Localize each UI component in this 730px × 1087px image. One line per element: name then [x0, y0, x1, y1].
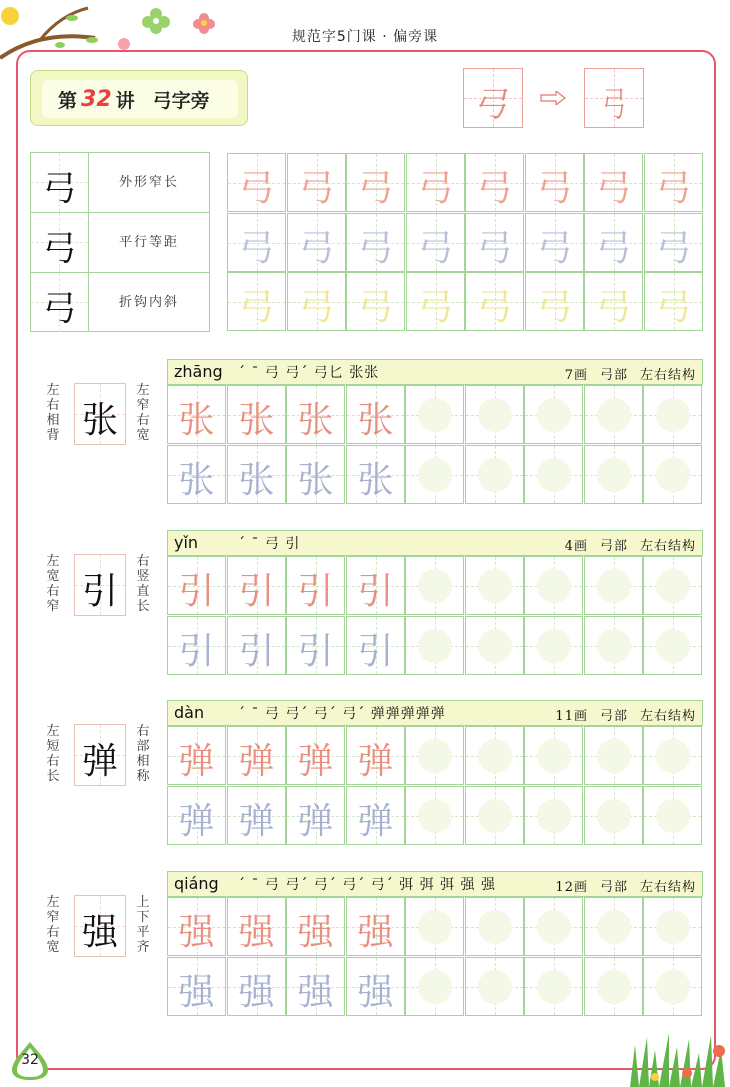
- radical-name: 弓部: [599, 368, 628, 383]
- structure-type: 左右结构: [639, 539, 696, 554]
- trace-char: 张: [357, 460, 394, 501]
- practice-grid-cell[interactable]: [584, 445, 643, 504]
- radical-name: 弓部: [599, 880, 628, 895]
- practice-grid-cell[interactable]: [584, 957, 643, 1016]
- radical-tip-row: [31, 153, 209, 213]
- stroke-count: 11画: [555, 709, 588, 724]
- stroke-count: 7画: [564, 368, 588, 383]
- grid-center-dot: [597, 458, 631, 492]
- grid-center-dot: [597, 910, 631, 944]
- practice-grid-cell[interactable]: [465, 213, 524, 272]
- trace-char: 强: [357, 972, 394, 1013]
- practice-grid-cell[interactable]: [227, 385, 286, 444]
- trace-char: 弹: [238, 741, 275, 782]
- grid-center-dot: [597, 970, 631, 1004]
- grid-center-dot: [597, 799, 631, 833]
- practice-grid-cell[interactable]: [346, 786, 405, 845]
- trace-char: 张: [238, 400, 275, 441]
- practice-grid-cell[interactable]: [584, 616, 643, 675]
- practice-grid-cell[interactable]: [286, 385, 345, 444]
- practice-grid-cell[interactable]: [227, 897, 286, 956]
- practice-grid-cell[interactable]: [167, 445, 226, 504]
- practice-grid-cell[interactable]: [643, 957, 702, 1016]
- practice-grid-cell[interactable]: [643, 556, 702, 615]
- practice-grid-cell[interactable]: [643, 726, 702, 785]
- lesson-prefix: 第: [58, 89, 78, 112]
- practice-grid-cell[interactable]: [227, 213, 286, 272]
- grid-center-dot: [537, 569, 571, 603]
- trace-char: 弹: [178, 801, 215, 842]
- practice-grid-cell[interactable]: [643, 445, 702, 504]
- practice-grid-cell[interactable]: [405, 445, 464, 504]
- practice-grid-cell[interactable]: [346, 897, 405, 956]
- practice-grid-cell[interactable]: [465, 957, 524, 1016]
- practice-grid-cell[interactable]: [346, 616, 405, 675]
- radical-tip-row: [31, 213, 209, 273]
- practice-grid-cell[interactable]: [465, 786, 524, 845]
- practice-grid-cell[interactable]: [524, 786, 583, 845]
- trace-char: 弓: [417, 168, 454, 209]
- practice-grid-cell[interactable]: [465, 556, 524, 615]
- practice-grid-cell[interactable]: [584, 556, 643, 615]
- practice-grid-cell[interactable]: [167, 385, 226, 444]
- practice-grid-cell[interactable]: [465, 153, 524, 212]
- practice-grid-cell[interactable]: [227, 153, 286, 212]
- trace-char: 弹: [357, 741, 394, 782]
- model-character-box: [74, 724, 126, 786]
- trace-char: 弓: [595, 168, 632, 209]
- lesson-title: [42, 80, 238, 118]
- structure-tip-right: 上 下 平 齐: [136, 895, 150, 955]
- practice-grid-cell[interactable]: [167, 726, 226, 785]
- practice-grid-cell[interactable]: [405, 726, 464, 785]
- trace-char: 弓: [298, 168, 335, 209]
- grid-center-dot: [478, 569, 512, 603]
- practice-grid-cell[interactable]: [286, 786, 345, 845]
- practice-grid-cell[interactable]: [525, 272, 584, 331]
- practice-grid-cell[interactable]: [644, 213, 703, 272]
- practice-grid-cell[interactable]: [524, 616, 583, 675]
- radical-char: 弓: [42, 169, 77, 209]
- stroke-order: ˊ ˉ 弓 引: [238, 536, 301, 552]
- practice-grid-cell[interactable]: [346, 726, 405, 785]
- radical-original-char: 弓: [471, 85, 514, 125]
- trace-char: 引: [297, 631, 334, 672]
- practice-grid-cell[interactable]: [525, 213, 584, 272]
- practice-grid-cell[interactable]: [405, 786, 464, 845]
- radical-tip-text: 平行等距: [118, 235, 179, 250]
- trace-char: 弹: [357, 801, 394, 842]
- practice-grid-cell[interactable]: [524, 957, 583, 1016]
- grid-center-dot: [478, 910, 512, 944]
- trace-char: 弹: [297, 801, 334, 842]
- practice-grid-cell[interactable]: [524, 726, 583, 785]
- practice-grid-cell[interactable]: [465, 897, 524, 956]
- trace-char: 强: [357, 912, 394, 953]
- practice-grid-cell[interactable]: [465, 616, 524, 675]
- trace-char: 弓: [655, 287, 692, 328]
- grid-center-dot: [478, 799, 512, 833]
- practice-grid-cell[interactable]: [227, 786, 286, 845]
- grid-center-dot: [478, 398, 512, 432]
- practice-grid-cell[interactable]: [286, 897, 345, 956]
- practice-grid-cell[interactable]: [167, 957, 226, 1016]
- structure-type: 左右结构: [639, 880, 696, 895]
- trace-char: 强: [178, 912, 215, 953]
- trace-char: 张: [178, 460, 215, 501]
- structure-type: 左右结构: [639, 709, 696, 724]
- trace-char: 弓: [476, 287, 513, 328]
- trace-char: 弓: [238, 228, 275, 269]
- practice-grid-cell[interactable]: [643, 786, 702, 845]
- lesson-name: 弓字旁: [152, 89, 210, 112]
- practice-grid-cell[interactable]: [584, 786, 643, 845]
- lesson-suffix: 讲: [115, 89, 135, 112]
- grid-center-dot: [418, 739, 452, 773]
- grid-center-dot: [597, 569, 631, 603]
- grid-center-dot: [656, 458, 690, 492]
- trace-char: 弓: [595, 228, 632, 269]
- practice-grid-cell[interactable]: [346, 556, 405, 615]
- pinyin: dàn: [174, 703, 205, 722]
- grid-center-dot: [537, 458, 571, 492]
- trace-char: 弹: [297, 741, 334, 782]
- model-character-box: [74, 895, 126, 957]
- character-meta: [553, 535, 696, 554]
- character-info-bar: [167, 871, 703, 897]
- grid-center-dot: [418, 458, 452, 492]
- model-character-box: [74, 554, 126, 616]
- stroke-count: 12画: [555, 880, 588, 895]
- model-character: 强: [81, 912, 118, 953]
- trace-char: 弓: [536, 168, 573, 209]
- trace-char: 引: [297, 571, 334, 612]
- grid-center-dot: [537, 629, 571, 663]
- practice-grid-cell[interactable]: [643, 897, 702, 956]
- trace-char: 弓: [298, 228, 335, 269]
- character-meta: [543, 705, 696, 724]
- trace-char: 引: [357, 631, 394, 672]
- practice-grid-cell[interactable]: [406, 153, 465, 212]
- grid-center-dot: [478, 458, 512, 492]
- practice-grid-cell[interactable]: [167, 556, 226, 615]
- practice-grid-cell[interactable]: [465, 385, 524, 444]
- grid-center-dot: [537, 799, 571, 833]
- trace-char: 弓: [595, 287, 632, 328]
- model-character: 弹: [81, 741, 118, 782]
- practice-grid-cell[interactable]: [644, 153, 703, 212]
- practice-grid-cell[interactable]: [524, 385, 583, 444]
- practice-grid-cell[interactable]: [584, 153, 643, 212]
- structure-tip-right: 右 竖 直 长: [136, 554, 150, 614]
- grid-center-dot: [418, 398, 452, 432]
- trace-char: 强: [238, 972, 275, 1013]
- grid-center-dot: [418, 970, 452, 1004]
- grid-center-dot: [478, 970, 512, 1004]
- trace-char: 张: [357, 400, 394, 441]
- trace-char: 弓: [417, 287, 454, 328]
- practice-grid-cell[interactable]: [584, 897, 643, 956]
- trace-char: 弓: [238, 287, 275, 328]
- practice-grid-cell[interactable]: [584, 213, 643, 272]
- trace-char: 弓: [476, 168, 513, 209]
- trace-char: 引: [238, 631, 275, 672]
- grass-flowers-decoration: [625, 1025, 730, 1087]
- stroke-count: 4画: [564, 539, 588, 554]
- radical-name: 弓部: [599, 709, 628, 724]
- trace-char: 引: [238, 571, 275, 612]
- practice-grid-cell[interactable]: [167, 616, 226, 675]
- grid-center-dot: [656, 398, 690, 432]
- practice-grid-cell[interactable]: [405, 385, 464, 444]
- structure-type: 左右结构: [639, 368, 696, 383]
- practice-grid-cell[interactable]: [286, 616, 345, 675]
- trace-char: 弓: [417, 228, 454, 269]
- trace-char: 弓: [238, 168, 275, 209]
- grid-center-dot: [418, 629, 452, 663]
- pinyin: zhāng: [174, 362, 223, 381]
- grid-center-dot: [537, 910, 571, 944]
- radical-tip-row: [31, 273, 209, 332]
- practice-grid-cell[interactable]: [524, 897, 583, 956]
- page-header: 规范字5门课 · 偏旁课: [291, 29, 439, 45]
- grid-center-dot: [418, 910, 452, 944]
- grid-center-dot: [478, 739, 512, 773]
- structure-tip-left: 左 窄 右 宽: [46, 895, 60, 955]
- trace-char: 引: [178, 571, 215, 612]
- practice-grid-cell[interactable]: [286, 957, 345, 1016]
- trace-char: 强: [178, 972, 215, 1013]
- model-character-box: [74, 383, 126, 445]
- practice-grid-cell[interactable]: [227, 272, 286, 331]
- trace-char: 强: [297, 972, 334, 1013]
- radical-tips-table: [30, 152, 210, 332]
- grid-center-dot: [656, 739, 690, 773]
- stroke-order: ˊ ˉ 弓 弓ˊ 弓ˊ 弓ˊ 弓ˊ 弭 弭 弭 强 强: [238, 877, 496, 893]
- practice-grid-cell[interactable]: [524, 556, 583, 615]
- trace-char: 引: [178, 631, 215, 672]
- practice-grid-cell[interactable]: [465, 445, 524, 504]
- structure-tip-left: 左 宽 右 窄: [46, 554, 60, 614]
- trace-char: 张: [297, 400, 334, 441]
- trace-char: 张: [297, 460, 334, 501]
- practice-grid-cell[interactable]: [167, 786, 226, 845]
- practice-grid-cell[interactable]: [227, 726, 286, 785]
- character-meta: [543, 876, 696, 895]
- practice-grid-cell[interactable]: [465, 272, 524, 331]
- practice-grid-cell[interactable]: [643, 616, 702, 675]
- practice-grid-cell[interactable]: [346, 213, 405, 272]
- character-info-bar: [167, 700, 703, 726]
- structure-tip-right: 左 窄 右 宽: [136, 383, 150, 443]
- grid-center-dot: [656, 629, 690, 663]
- practice-grid-cell[interactable]: [406, 272, 465, 331]
- practice-grid-cell[interactable]: [227, 445, 286, 504]
- grid-center-dot: [656, 910, 690, 944]
- practice-grid-cell[interactable]: [167, 897, 226, 956]
- grid-center-dot: [656, 970, 690, 1004]
- character-info-bar: [167, 359, 703, 385]
- structure-tip-left: 左 右 相 背: [46, 383, 60, 443]
- grid-center-dot: [537, 970, 571, 1004]
- trace-char: 弓: [357, 287, 394, 328]
- grid-center-dot: [478, 629, 512, 663]
- practice-grid-cell[interactable]: [286, 556, 345, 615]
- practice-grid-cell[interactable]: [405, 897, 464, 956]
- practice-grid-cell[interactable]: [346, 272, 405, 331]
- stroke-order: ˊ ˉ 弓 弓ˊ 弓ˊ 弓ˊ 弹弹弹弹弹: [238, 706, 446, 722]
- practice-grid-cell[interactable]: [405, 616, 464, 675]
- practice-grid-cell[interactable]: [465, 726, 524, 785]
- trace-char: 弓: [655, 228, 692, 269]
- practice-grid-cell[interactable]: [584, 272, 643, 331]
- character-meta: [553, 364, 696, 383]
- trace-char: 弓: [536, 287, 573, 328]
- grid-center-dot: [597, 398, 631, 432]
- practice-grid-cell[interactable]: [525, 153, 584, 212]
- practice-grid-cell[interactable]: [287, 272, 346, 331]
- practice-grid-cell[interactable]: [346, 385, 405, 444]
- practice-grid-cell[interactable]: [406, 213, 465, 272]
- grid-center-dot: [597, 629, 631, 663]
- trace-char: 弓: [476, 228, 513, 269]
- grid-center-dot: [656, 799, 690, 833]
- grid-center-dot: [597, 739, 631, 773]
- practice-grid-cell[interactable]: [405, 556, 464, 615]
- grid-center-dot: [418, 569, 452, 603]
- practice-grid-cell[interactable]: [287, 153, 346, 212]
- trace-char: 弓: [298, 287, 335, 328]
- trace-char: 弓: [357, 228, 394, 269]
- practice-grid-cell[interactable]: [286, 445, 345, 504]
- practice-grid-cell[interactable]: [227, 957, 286, 1016]
- radical-narrow-char: 弓: [602, 85, 626, 125]
- pinyin: yǐn: [174, 533, 199, 552]
- trace-char: 弹: [238, 801, 275, 842]
- practice-grid-cell[interactable]: [584, 726, 643, 785]
- practice-grid-cell[interactable]: [524, 445, 583, 504]
- practice-grid-cell[interactable]: [227, 616, 286, 675]
- model-character: 张: [81, 400, 118, 441]
- page-number: 32: [21, 1052, 39, 1068]
- trace-char: 弓: [536, 228, 573, 269]
- practice-grid-cell[interactable]: [286, 726, 345, 785]
- radical-char: 弓: [42, 289, 77, 329]
- radical-char: 弓: [42, 229, 77, 269]
- trace-char: 强: [238, 912, 275, 953]
- radical-tip-text: 折钩内斜: [118, 295, 179, 310]
- practice-grid-cell[interactable]: [643, 385, 702, 444]
- structure-tip-right: 右 部 相 称: [136, 724, 150, 784]
- pinyin: qiáng: [174, 874, 219, 893]
- trace-char: 引: [357, 571, 394, 612]
- trace-char: 张: [178, 400, 215, 441]
- grid-center-dot: [656, 569, 690, 603]
- practice-grid-cell[interactable]: [287, 213, 346, 272]
- practice-grid-cell[interactable]: [584, 385, 643, 444]
- radical-tip-text: 外形窄长: [118, 175, 179, 190]
- practice-grid-cell[interactable]: [346, 153, 405, 212]
- structure-tip-left: 左 短 右 长: [46, 724, 60, 784]
- trace-char: 强: [297, 912, 334, 953]
- grid-center-dot: [537, 739, 571, 773]
- trace-char: 张: [238, 460, 275, 501]
- practice-grid-cell[interactable]: [346, 957, 405, 1016]
- practice-grid-cell[interactable]: [346, 445, 405, 504]
- radical-name: 弓部: [599, 539, 628, 554]
- grid-center-dot: [537, 398, 571, 432]
- model-character: 引: [81, 571, 118, 612]
- practice-grid-cell[interactable]: [227, 556, 286, 615]
- arrow-right-icon: [540, 91, 566, 105]
- trace-char: 弓: [357, 168, 394, 209]
- character-info-bar: [167, 530, 703, 556]
- grid-center-dot: [418, 799, 452, 833]
- trace-char: 弓: [655, 168, 692, 209]
- practice-grid-cell[interactable]: [644, 272, 703, 331]
- stroke-order: ˊ ˉ 弓 弓ˊ 弓⼔ 张张: [238, 365, 380, 381]
- radical-narrow-box: [584, 68, 644, 128]
- lesson-number: 32: [81, 86, 112, 112]
- radical-original-box: [463, 68, 523, 128]
- practice-grid-cell[interactable]: [405, 957, 464, 1016]
- trace-char: 弹: [178, 741, 215, 782]
